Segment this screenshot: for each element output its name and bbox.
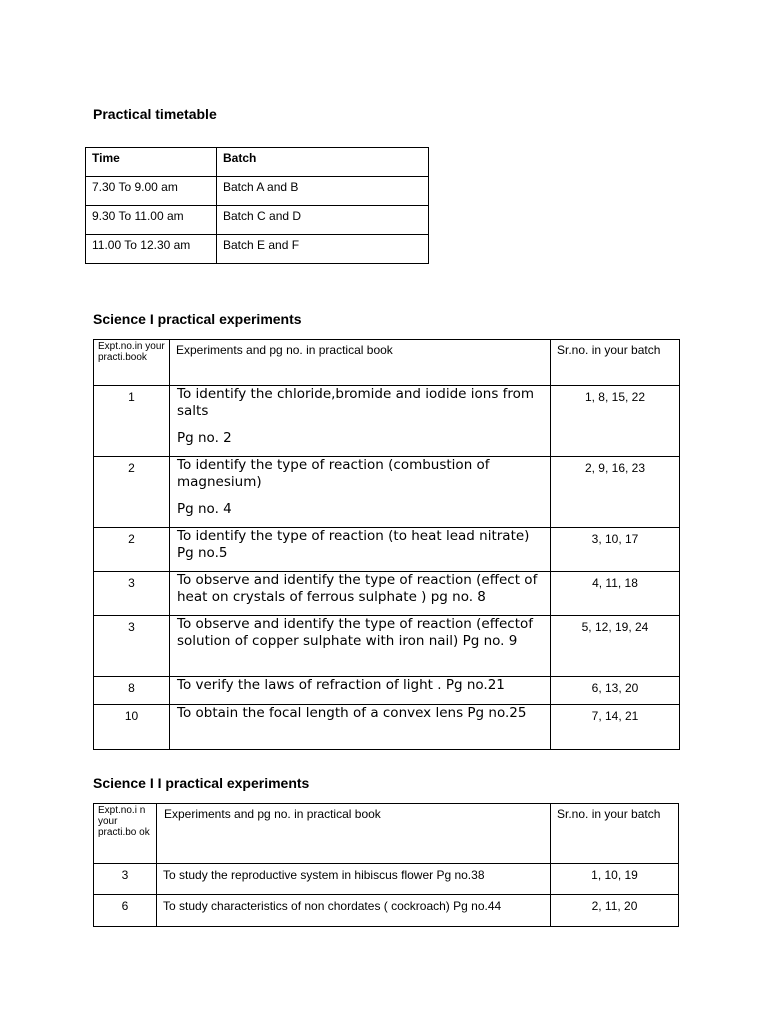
experiment-cell: To verify the laws of refraction of light . Pg no.21 — [170, 677, 551, 705]
batch-cell: Batch E and F — [217, 235, 429, 264]
science2-table — [93, 803, 679, 927]
batch-cell: Batch A and B — [217, 177, 429, 206]
experiment-text: To identify the chloride,bromide and iodide ions from salts — [177, 386, 535, 419]
time-cell: 7.30 To 9.00 am — [86, 177, 217, 206]
expt-no-cell: 2 — [94, 457, 170, 528]
batch-header: Batch — [217, 148, 429, 177]
batch-cell: Batch C and D — [217, 206, 429, 235]
time-header: Time — [86, 148, 217, 177]
batch-sr-cell: 1, 10, 19 — [551, 864, 679, 895]
experiment-cell: To study characteristics of non chordates ( cockroach) Pg no.44 — [157, 895, 551, 927]
table-header-row — [86, 148, 429, 177]
sr-no-header: Sr.no. in your batch — [551, 340, 680, 386]
table-row — [94, 705, 680, 750]
experiment-cell: To study the reproductive system in hibiscus flower Pg no.38 — [157, 864, 551, 895]
batch-sr-cell: 6, 13, 20 — [551, 677, 680, 705]
experiment-text: To identify the type of reaction (combustion of magnesium) — [177, 457, 490, 490]
timetable-table — [85, 147, 429, 264]
sr-no-header: Sr.no. in your batch — [551, 804, 679, 864]
table-row — [94, 864, 679, 895]
table-row — [94, 572, 680, 616]
experiment-cell — [170, 386, 551, 457]
science2-title: Science I I practical experiments — [93, 775, 310, 791]
table-row — [94, 457, 680, 528]
experiment-cell: To identify the type of reaction (to heat lead nitrate) Pg no.5 — [170, 528, 551, 572]
page-number: Pg no. 4 — [177, 501, 232, 517]
table-row — [94, 895, 679, 927]
experiment-cell — [170, 457, 551, 528]
table-row — [94, 616, 680, 677]
experiment-cell: To obtain the focal length of a convex lens Pg no.25 — [170, 705, 551, 750]
expt-no-cell: 6 — [94, 895, 157, 927]
batch-sr-cell: 2, 9, 16, 23 — [551, 457, 680, 528]
expt-no-cell: 3 — [94, 864, 157, 895]
table-header-row — [94, 804, 679, 864]
experiments-header: Experiments and pg no. in practical book — [170, 340, 551, 386]
expt-no-cell: 10 — [94, 705, 170, 750]
table-row — [86, 177, 429, 206]
science1-table — [93, 339, 680, 750]
expt-no-cell: 8 — [94, 677, 170, 705]
batch-sr-cell: 4, 11, 18 — [551, 572, 680, 616]
expt-no-cell: 3 — [94, 616, 170, 677]
table-row — [94, 386, 680, 457]
batch-sr-cell: 3, 10, 17 — [551, 528, 680, 572]
time-cell: 11.00 To 12.30 am — [86, 235, 217, 264]
experiment-cell: To observe and identify the type of reaction (effectof solution of copper sulphate with iron nail) Pg no. 9 — [170, 616, 551, 677]
expt-no-cell: 3 — [94, 572, 170, 616]
expt-no-cell: 2 — [94, 528, 170, 572]
science1-title: Science I practical experiments — [93, 311, 302, 327]
experiments-header: Experiments and pg no. in practical book — [157, 804, 551, 864]
table-row — [86, 235, 429, 264]
table-row — [94, 528, 680, 572]
experiment-cell: To observe and identify the type of reaction (effect of heat on crystals of ferrous sulphate ) pg no. 8 — [170, 572, 551, 616]
expt-no-cell: 1 — [94, 386, 170, 457]
table-row — [86, 206, 429, 235]
time-cell: 9.30 To 11.00 am — [86, 206, 217, 235]
page-number: Pg no. 2 — [177, 430, 232, 446]
batch-sr-cell: 5, 12, 19, 24 — [551, 616, 680, 677]
batch-sr-cell: 1, 8, 15, 22 — [551, 386, 680, 457]
batch-sr-cell: 7, 14, 21 — [551, 705, 680, 750]
expt-no-header: Expt.no.i n your practi.bo ok — [94, 804, 157, 864]
timetable-title: Practical timetable — [93, 106, 217, 122]
table-row — [94, 677, 680, 705]
table-header-row — [94, 340, 680, 386]
expt-no-header: Expt.no.in your practi.book — [94, 340, 170, 386]
batch-sr-cell: 2, 11, 20 — [551, 895, 679, 927]
